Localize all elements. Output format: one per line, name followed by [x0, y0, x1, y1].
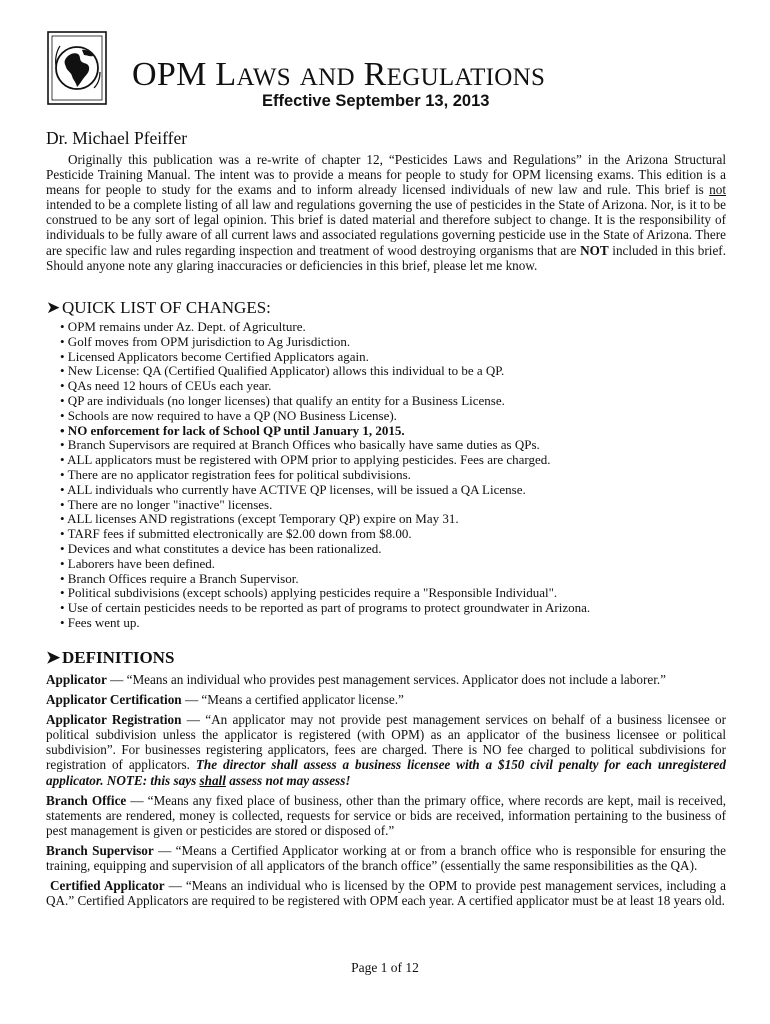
list-item: • Use of certain pesticides needs to be reported as part of programs to protect groundwater in Arizona.: [60, 600, 591, 616]
definition-branch-supervisor: Branch Supervisor — “Means a Certified Applicator working at or from a branch office who is responsible for ensuring the training, equipping and supervision of all applicators of the branch office” (essentially the same responsibilities as the QA).: [46, 842, 726, 874]
quick-list-heading: ➤ QUICK LIST OF CHANGES:: [46, 298, 271, 317]
list-item: • Devices and what constitutes a device has been rationalized.: [60, 540, 382, 556]
list-item: • Golf moves from OPM jurisdiction to Ag Jurisdiction.: [60, 333, 351, 349]
list-item: • ALL applicators must be registered with OPM prior to applying pesticides. Fees are charged.: [60, 452, 551, 468]
page-number: Page 1 of 12: [351, 960, 419, 975]
list-item: • Laborers have been defined.: [60, 555, 216, 571]
list-item: • New License: QA (Certified Qualified Applicator) allows this individual to be a QP.: [60, 363, 505, 379]
list-item: • There are no longer "inactive" licenses.: [60, 496, 273, 512]
effective-date: Effective September 13, 2013: [262, 92, 490, 110]
list-item: • Fees went up.: [60, 614, 140, 630]
changes-list: [60, 320, 740, 631]
arrow-bullet-icon: ➤: [46, 298, 61, 317]
definitions-section: [46, 672, 726, 913]
list-item: • Schools are now required to have a QP (NO Business License).: [60, 407, 397, 423]
list-item: • QAs need 12 hours of CEUs each year.: [60, 378, 272, 394]
list-item: • Political subdivisions (except schools) applying pesticides require a "Responsible Individual".: [60, 585, 558, 601]
list-item: • ALL individuals who currently have ACTIVE QP licenses, will be issued a QA License.: [60, 481, 526, 497]
definition-applicator: Applicator — “Means an individual who provides pest management services. Applicator does not include a laborer.”: [46, 672, 667, 687]
list-item: • NO enforcement for lack of School QP until January 1, 2015.: [60, 422, 405, 438]
page-title: OPM LAWS AND REGULATIONS: [132, 56, 546, 93]
list-item: • OPM remains under Az. Dept. of Agriculture.: [60, 319, 306, 334]
definitions-heading: ➤ DEFINITIONS: [46, 648, 175, 667]
arrow-bullet-icon: ➤: [46, 648, 61, 667]
definition-certified-applicator: Certified Applicator — “Means an individual who is licensed by the OPM to provide pest management services, including a QA.” Certified Applicators are required to be registered with OPM each year. A certified applicator must be at least 18 years old.: [46, 878, 726, 909]
definition-applicator-certification: Applicator Certification — “Means a certified applicator license.”: [46, 692, 404, 708]
list-item: • ALL licenses AND registrations (except Temporary QP) expire on May 31.: [60, 511, 459, 527]
definition-applicator-registration: Applicator Registration — “An applicator may not provide pest management services on behalf of a business licensee or political subdivision unless the applicator is registered (with OPM) as an applicator of the business licensee or political subdivision”. For businesses registering applicators, fees are charged. There is NO fee charged to political subdivisions for registration of applicators. The director shall assess a business licensee with a $150 civil penalty for each unregistered applicator. NOTE: this says shall assess not may assess!: [46, 712, 727, 788]
list-item: • TARF fees if submitted electronically are $2.00 down from $8.00.: [60, 526, 412, 542]
author-name: Dr. Michael Pfeiffer: [46, 128, 188, 148]
definition-branch-office: Branch Office — “Means any fixed place of business, other than the primary office, where records are kept, mail is received, statements are rendered, money is collected, requests for service or bids are received, information pertaining to the business of pest management is given or pesticides are stored or disposed of.”: [46, 792, 726, 838]
globe-logo-icon: [46, 30, 108, 106]
intro-paragraph: Originally this publication was a re-write of chapter 12, “Pesticides Laws and Regulations” in the Arizona Structural Pesticide Training Manual. The intent was to provide a means for people to study for OPM licensing exams. This edition is a means for people to study for the exams and to inform already licensed individuals of new law and rule. This brief is not intended to be a complete listing of all law and regulations governing the use of pesticides in the State of Arizona. Nor, is it to be construed to be any sort of legal opinion. This brief is dated material and therefore subject to change. It is the responsibility of individuals to be fully aware of all current laws and associated regulations governing pesticide use in the State of Arizona. There are specific law and rules regarding inspection and treatment of wood destroying organisms that are NOT included in this brief. Should anyone note any glaring inaccuracies or deficiencies in this brief, please let me know.: [46, 152, 726, 273]
list-item: • There are no applicator registration fees for political subdivisions.: [60, 466, 411, 482]
list-item: • Licensed Applicators become Certified Applicators again.: [60, 348, 369, 364]
list-item: • Branch Offices require a Branch Supervisor.: [60, 570, 299, 586]
list-item: • Branch Supervisors are required at Branch Offices who basically have same duties as QPs.: [60, 437, 540, 453]
list-item: • QP are individuals (no longer licenses) that qualify an entity for a Business License.: [60, 392, 505, 408]
